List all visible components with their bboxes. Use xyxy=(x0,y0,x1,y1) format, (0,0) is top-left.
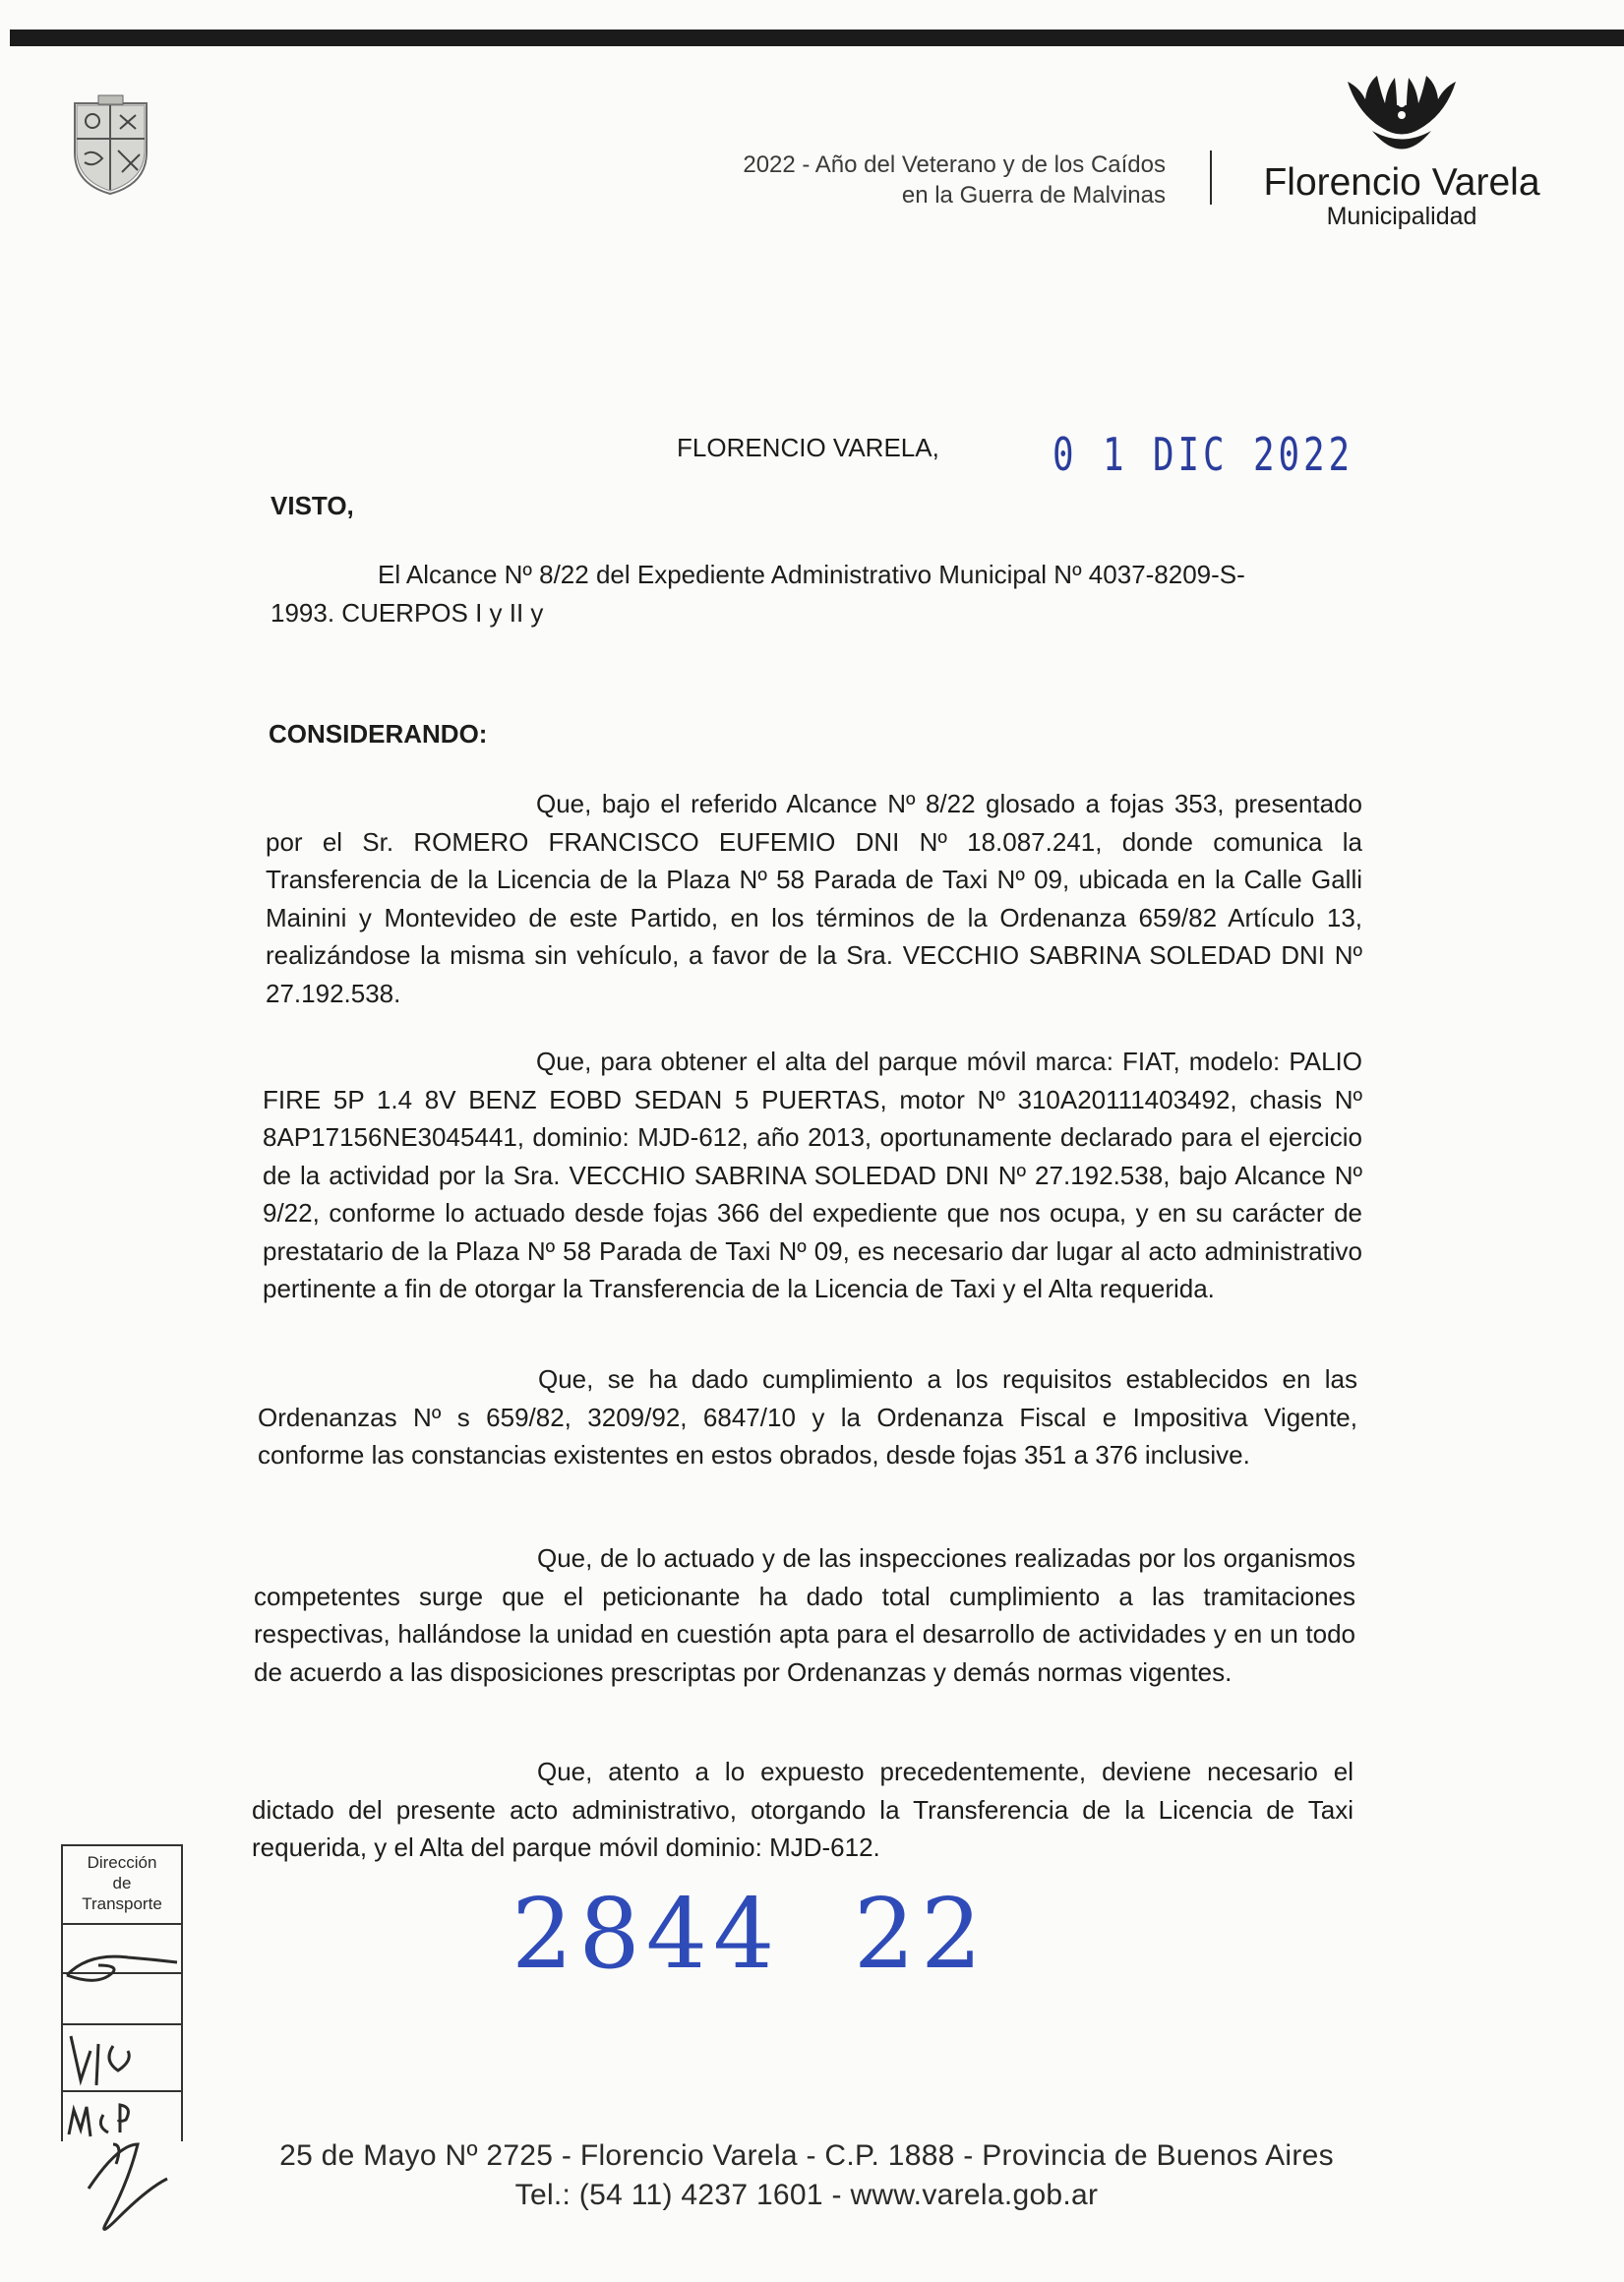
visto-heading: VISTO, xyxy=(271,491,354,520)
stamp-title-line-1: Dirección xyxy=(87,1853,157,1872)
florencio-varela-emblem-icon xyxy=(1328,74,1475,167)
coat-of-arms-seal xyxy=(69,93,152,197)
header-motto xyxy=(551,150,1166,210)
visto-text-line-1: El Alcance Nº 8/22 del Expediente Administrativo Municipal Nº 4037-8209-S- xyxy=(378,560,1245,589)
place-line: FLORENCIO VARELA, xyxy=(677,433,939,462)
header-divider xyxy=(1210,150,1212,205)
considerando-paragraph-5: Que, atento a lo expuesto precedentemente, deviene necesario el dictado del presente acto administrativo, otorgando la Transferencia de la Licencia de Taxi requerida, y el Alta del parque móvil dominio: MJD-612. xyxy=(252,1757,1353,1862)
considerando-paragraph-2: Que, para obtener el alta del parque móvil marca: FIAT, modelo: PALIO FIRE 5P 1.4 8V BENZ EOBD SEDAN 5 PUERTAS, motor Nº 310A20111403492, chasis Nº 8AP17156NE3045441, dominio: MJD-612, año 2013, oportunamente declarado para el ejercicio de la actividad por la Sra. VECCHIO SABRINA SOLEDAD DNI Nº 27.192.538, bajo Alcance Nº 9/22, conforme lo actuado desde fojas 366 del expediente que nos ocupa, y en su carácter de prestatario de la Plaza Nº 58 Parada de Taxi Nº 09, es necesario dar lugar al acto administrativo pertinente a fin de otorgar la Transferencia de la Licencia de Taxi y el Alta requerida. xyxy=(263,1047,1362,1303)
handwritten-initials xyxy=(59,1849,216,2282)
brand-name: Florencio Varela xyxy=(1263,161,1540,204)
footer xyxy=(216,2136,1397,2215)
document-number-stamp: 2844 22 xyxy=(511,1879,989,1991)
stamp-title-line-3: Transporte xyxy=(82,1894,162,1913)
visto-text-line-2: 1993. CUERPOS I y II y xyxy=(271,598,544,628)
considerando-paragraph-1: Que, bajo el referido Alcance Nº 8/22 glosado a fojas 353, presentado por el Sr. ROMERO FRANCISCO EUFEMIO DNI Nº 18.087.241, donde comunica la Transferencia de la Licencia de la Plaza Nº 58 Parada de Taxi Nº 09, ubicada en la Calle Galli Mainini y Montevideo de este Partido, en los términos de la Ordenanza 659/82 Artículo 13, realizándose la misma sin vehículo, a favor de la Sra. VECCHIO SABRINA SOLEDAD DNI Nº 27.192.538. xyxy=(266,789,1362,1008)
considerando-heading: CONSIDERANDO: xyxy=(269,719,488,749)
footer-address: 25 de Mayo Nº 2725 - Florencio Varela - C.P. 1888 - Provincia de Buenos Aires xyxy=(279,2139,1334,2172)
date-stamp: 0 1 DIC 2022 xyxy=(1053,428,1354,481)
stamp-title-line-2: de xyxy=(112,1874,132,1892)
motto-line-2: en la Guerra de Malvinas xyxy=(901,182,1166,209)
top-border-bar xyxy=(10,30,1624,46)
brand-subtitle: Municipalidad xyxy=(1326,203,1477,230)
footer-contact: Tel.: (54 11) 4237 1601 - www.varela.gob.ar xyxy=(514,2179,1099,2211)
motto-line-1: 2022 - Año del Veterano y de los Caídos xyxy=(743,151,1166,178)
considerando-paragraph-3: Que, se ha dado cumplimiento a los requisitos establecidos en las Ordenanzas Nº s 659/82, 3209/92, 6847/10 y la Ordenanza Fiscal e Impositiva Vigente, conforme las constancias existentes en estos obrados, desde fojas 351 a 376 inclusive. xyxy=(258,1364,1357,1470)
considerando-paragraph-4: Que, de lo actuado y de las inspecciones realizadas por los organismos competentes surge que el peticionante ha dado total cumplimiento a las tramitaciones respectivas, hallándose la unidad en cuestión apta para el desarrollo de actividades y en un todo de acuerdo a las disposiciones prescriptas por Ordenanzas y demás normas vigentes. xyxy=(254,1543,1355,1687)
